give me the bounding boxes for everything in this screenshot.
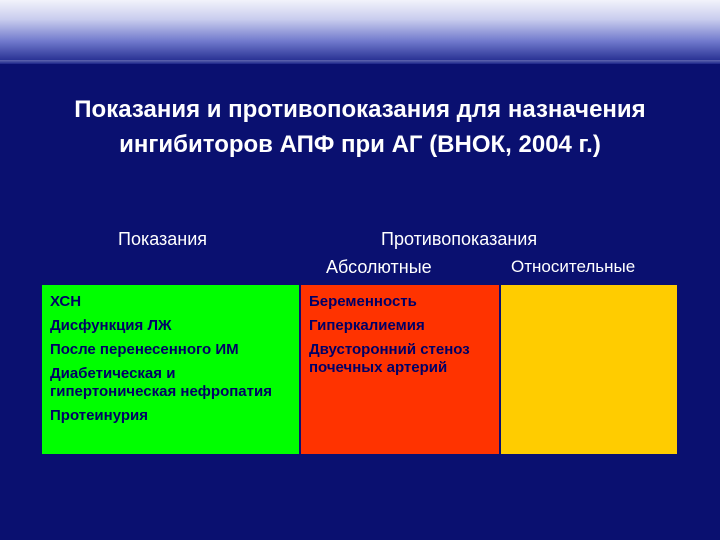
indication-item: После перенесенного ИМ	[50, 341, 239, 358]
indications-list	[42, 285, 299, 425]
absolute-contraindication-item: Гиперкалиемия	[309, 317, 425, 334]
absolute-contraindication-item: Двусторонний стеноз почечных артерий	[309, 341, 470, 376]
absolute-contraindications-list	[301, 285, 499, 377]
relative-subheader: Относительные	[511, 257, 636, 276]
relative-contraindications-box	[501, 285, 677, 454]
contraindications-header: Противопоказания	[381, 229, 538, 249]
slide-title	[20, 92, 700, 162]
indication-item: Диабетическая и гипертоническая нефропатия	[50, 365, 272, 400]
absolute-contraindications-box	[301, 285, 499, 454]
absolute-subheader: Абсолютные	[326, 257, 432, 277]
absolute-contraindication-item: Беременность	[309, 293, 417, 310]
title-line-1: Показания и противопоказания для назначения	[74, 96, 646, 123]
header-gradient-band	[0, 0, 720, 64]
title-line-2: ингибиторов АПФ при АГ (ВНОК, 2004 г.)	[119, 131, 601, 158]
indications-box	[42, 285, 299, 454]
indication-item: Протеинурия	[50, 407, 148, 424]
indication-item: ХСН	[50, 293, 82, 310]
indication-item: Дисфункция ЛЖ	[50, 317, 172, 334]
relative-contraindications-list	[501, 285, 677, 293]
indications-header: Показания	[118, 229, 208, 249]
